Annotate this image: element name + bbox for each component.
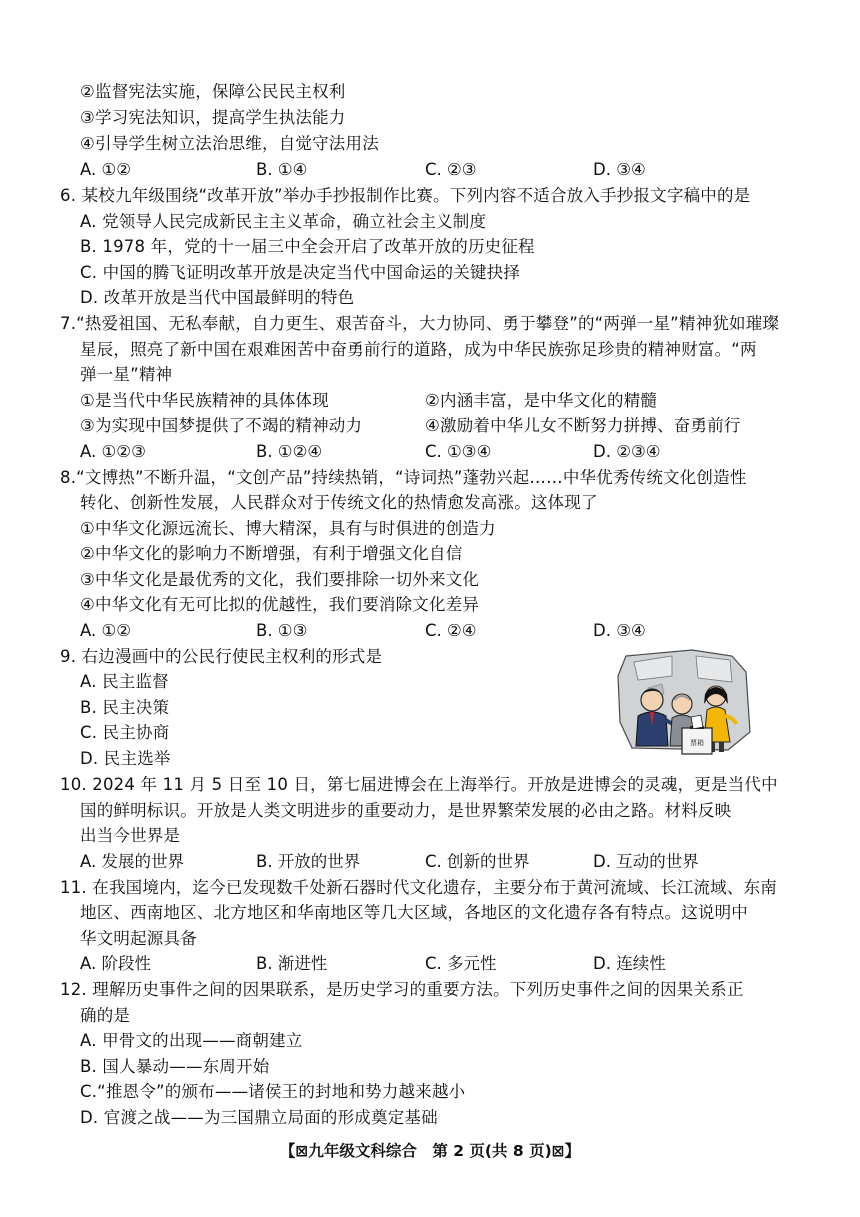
q12-choice-b: B. 国人暴动——东周开始 (80, 1057, 270, 1076)
q6-stem: 6. 某校九年级围绕“改革开放”举办手抄报制作比赛。下列内容不适合放入手抄报文字稿中的是 (60, 186, 751, 205)
q7-option-c: C. ①③④ (425, 442, 492, 461)
q7-options (80, 441, 780, 463)
q12-choice-c: C.“推恩令”的颁布——诸侯王的封地和势力越来越小 (80, 1082, 466, 1101)
voting-cartoon-image (612, 646, 760, 756)
q7-stem-line-2: 星辰，照亮了新中国在艰难困苦中奋勇前行的道路，成为中华民族弥足珍贵的精神财富。“两 (80, 340, 757, 359)
q11-option-b: B. 渐进性 (256, 954, 328, 973)
q9-stem: 9. 右边漫画中的公民行使民主权利的形式是 (60, 647, 383, 666)
q7-stem-line-1: 7.“热爱祖国、无私奉献，自力更生、艰苦奋斗，大力协同、勇于攀登”的“两弹一星”精神犹如璀璨 (60, 314, 780, 333)
q7-item-3: ③为实现中国梦提供了不竭的精神动力 (80, 416, 363, 435)
q12-choice-d: D. 官渡之战——为三国鼎立局面的形成奠定基础 (80, 1108, 438, 1127)
q10-option-b: B. 开放的世界 (256, 852, 361, 871)
q8-option-b: B. ①③ (256, 621, 308, 640)
q12-stem-line-1: 12. 理解历史事件之间的因果联系，是历史学习的重要方法。下列历史事件之间的因果关系正 (60, 980, 744, 999)
q9-choice-d: D. 民主选举 (80, 749, 171, 768)
q5-item-2: ②监督宪法实施，保障公民民主权利 (80, 82, 346, 101)
q5-item-3: ③学习宪法知识，提高学生执法能力 (80, 108, 346, 127)
q12-choice-a: A. 甲骨文的出现——商朝建立 (80, 1031, 303, 1050)
q10-stem-line-2: 国的鲜明标识。开放是人类文明进步的重要动力，是世界繁荣发展的必由之路。材料反映 (80, 801, 732, 820)
q7-stem-line-3: 弹一星”精神 (80, 365, 173, 384)
q10-stem-line-3: 出当今世界是 (80, 826, 181, 845)
q6-choice-b: B. 1978 年，党的十一届三中全会开启了改革开放的历史征程 (80, 237, 535, 256)
q9-choice-c: C. 民主协商 (80, 723, 170, 742)
q8-item-4: ④中华文化有无可比拟的优越性，我们要消除文化差异 (80, 595, 480, 614)
q7-option-d: D. ②③④ (593, 442, 661, 461)
q8-stem-line-1: 8.“文博热”不断升温，“文创产品”持续热销，“诗词热”蓬勃兴起……中华优秀传统文化创造性 (60, 468, 747, 487)
q8-options (80, 620, 780, 642)
q5-option-a: A. ①② (80, 160, 132, 179)
q9-choice-a: A. 民主监督 (80, 672, 169, 691)
q11-option-c: C. 多元性 (425, 954, 497, 973)
q6-choice-c: C. 中国的腾飞证明改革开放是决定当代中国命运的关键抉择 (80, 263, 521, 282)
q5-option-c: C. ②③ (425, 160, 477, 179)
q9-choice-b: B. 民主决策 (80, 698, 170, 717)
q8-option-a: A. ①② (80, 621, 132, 640)
q11-stem-line-3: 华文明起源具备 (80, 929, 197, 948)
q7-item-2: ②内涵丰富，是中华文化的精髓 (425, 391, 658, 410)
q8-option-c: C. ②④ (425, 621, 477, 640)
q10-option-d: D. 互动的世界 (593, 852, 699, 871)
page-footer: 【⊠九年级文科综合 第 2 页(共 8 页)⊠】 (279, 1142, 581, 1160)
q10-stem-line-1: 10. 2024 年 11 月 5 日至 10 日，第七届进博会在上海举行。开放是进博会的灵魂，更是当代中 (60, 775, 778, 794)
q5-item-4: ④引导学生树立法治思维，自觉守法用法 (80, 134, 379, 153)
q11-options (80, 953, 780, 975)
q7-item-4: ④激励着中华儿女不断努力拼搏、奋勇前行 (425, 416, 741, 435)
q11-stem-line-1: 11. 在我国境内，迄今已发现数千处新石器时代文化遗存，主要分布于黄河流域、长江流域、东南 (60, 878, 777, 897)
q11-stem-line-2: 地区、西南地区、北方地区和华南地区等几大区域，各地区的文化遗存各有特点。这说明中 (80, 903, 748, 922)
q10-option-a: A. 发展的世界 (80, 852, 184, 871)
q7-item-1: ①是当代中华民族精神的具体体现 (80, 391, 329, 410)
q8-item-1: ①中华文化源远流长、博大精深，具有与时俱进的创造力 (80, 519, 496, 538)
q8-stem-line-2: 转化、创新性发展，人民群众对于传统文化的热情愈发高涨。这体现了 (80, 493, 598, 512)
q5-option-d: D. ③④ (593, 160, 646, 179)
q6-choice-a: A. 党领导人民完成新民主主义革命，确立社会主义制度 (80, 212, 487, 231)
q5-options (80, 159, 780, 181)
q11-option-a: A. 阶段性 (80, 954, 151, 973)
q8-item-2: ②中华文化的影响力不断增强，有利于增强文化自信 (80, 544, 463, 563)
q6-choice-d: D. 改革开放是当代中国最鲜明的特色 (80, 288, 355, 307)
q7-option-a: A. ①②③ (80, 442, 146, 461)
q10-options (80, 851, 780, 873)
q12-stem-line-2: 确的是 (80, 1006, 131, 1025)
q11-option-d: D. 连续性 (593, 954, 666, 973)
q8-option-d: D. ③④ (593, 621, 646, 640)
q7-option-b: B. ①②④ (256, 442, 323, 461)
ballot-box-label: 票箱 (690, 739, 704, 747)
q5-option-b: B. ①④ (256, 160, 308, 179)
q10-option-c: C. 创新的世界 (425, 852, 530, 871)
q8-item-3: ③中华文化是最优秀的文化，我们要排除一切外来文化 (80, 570, 480, 589)
